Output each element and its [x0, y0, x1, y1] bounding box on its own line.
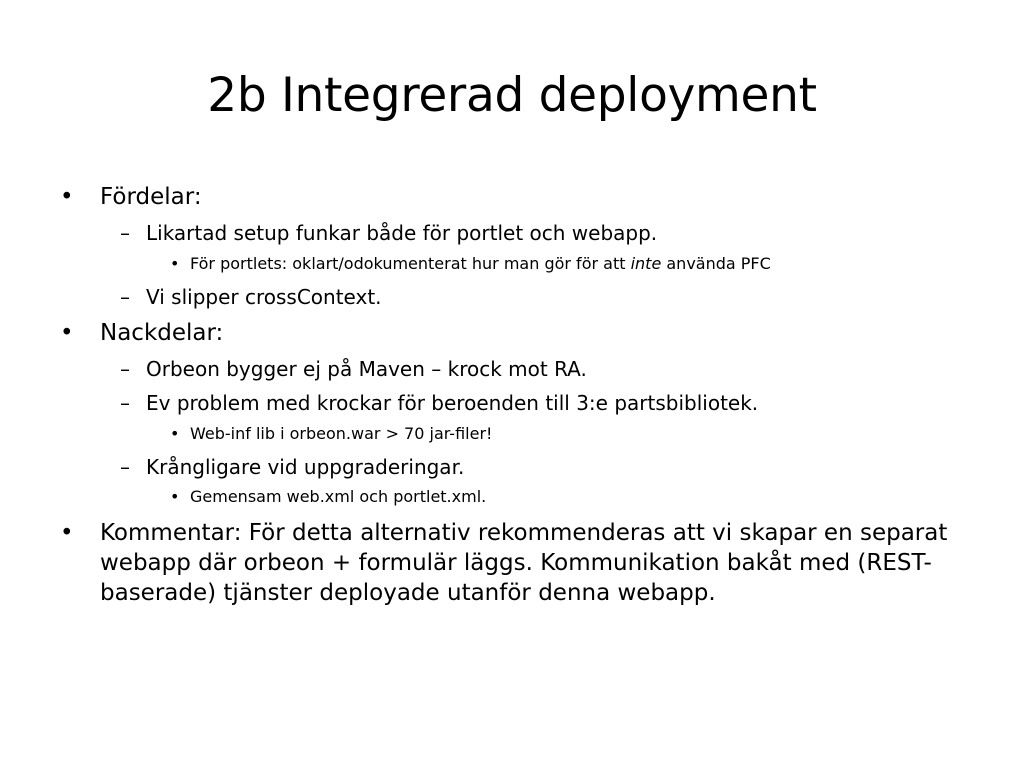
bullet-text: Nackdelar:	[100, 320, 224, 346]
dash-marker: –	[120, 391, 130, 415]
dash-marker: –	[120, 285, 130, 309]
bullet-text: Kommentar: För detta alternativ rekommenderas att vi skapar en separat webapp där orbeon + formulär läggs. Kommunikation bakåt med (REST-baserade) tjänster deployade utanför denna webapp.	[100, 520, 948, 606]
bullet-text: Fördelar:	[100, 184, 202, 210]
bullet-kommentar	[60, 518, 980, 608]
sub-bullet-text: Ev problem med krockar för beroenden till 3:e partsbibliotek.	[146, 391, 759, 415]
sub-bullet-uppgraderingar	[120, 454, 465, 480]
sub-sub-bullet-text: Web-inf lib i orbeon.war > 70 jar-filer!	[190, 424, 493, 443]
sub-sub-bullet-text-after: använda PFC	[661, 254, 771, 273]
sub-bullet-crosscontext	[120, 284, 382, 310]
dash-marker: –	[120, 357, 130, 381]
sub-sub-bullet-text: Gemensam web.xml och portlet.xml.	[190, 487, 487, 506]
sub-sub-bullet-emphasis: inte	[630, 254, 662, 273]
sub-bullet-text: Likartad setup funkar både för portlet och webapp.	[146, 221, 658, 245]
sub-bullet-text: Vi slipper crossContext.	[146, 285, 382, 309]
bullet-fordelar	[60, 182, 202, 212]
bullet-marker: •	[170, 424, 180, 443]
dash-marker: –	[120, 221, 130, 245]
bullet-marker: •	[60, 520, 74, 546]
bullet-marker: •	[170, 254, 180, 273]
slide-title: 2b Integrerad deployment	[207, 68, 817, 123]
bullet-marker: •	[170, 487, 180, 506]
sub-bullet-text: Krångligare vid uppgraderingar.	[146, 455, 465, 479]
sub-sub-bullet-portlets	[170, 253, 771, 275]
bullet-marker: •	[60, 184, 74, 210]
bullet-nackdelar	[60, 318, 224, 348]
sub-bullet-orbeon-maven	[120, 356, 587, 382]
sub-bullet-text: Orbeon bygger ej på Maven – krock mot RA.	[146, 357, 587, 381]
sub-bullet-likartad	[120, 220, 658, 246]
sub-sub-bullet-gemensam	[170, 486, 487, 508]
sub-sub-bullet-web-inf	[170, 423, 493, 445]
sub-sub-bullet-text-before: För portlets: oklart/odokumenterat hur man gör för att	[190, 254, 631, 273]
dash-marker: –	[120, 455, 130, 479]
sub-bullet-krockar	[120, 390, 759, 416]
bullet-marker: •	[60, 320, 74, 346]
